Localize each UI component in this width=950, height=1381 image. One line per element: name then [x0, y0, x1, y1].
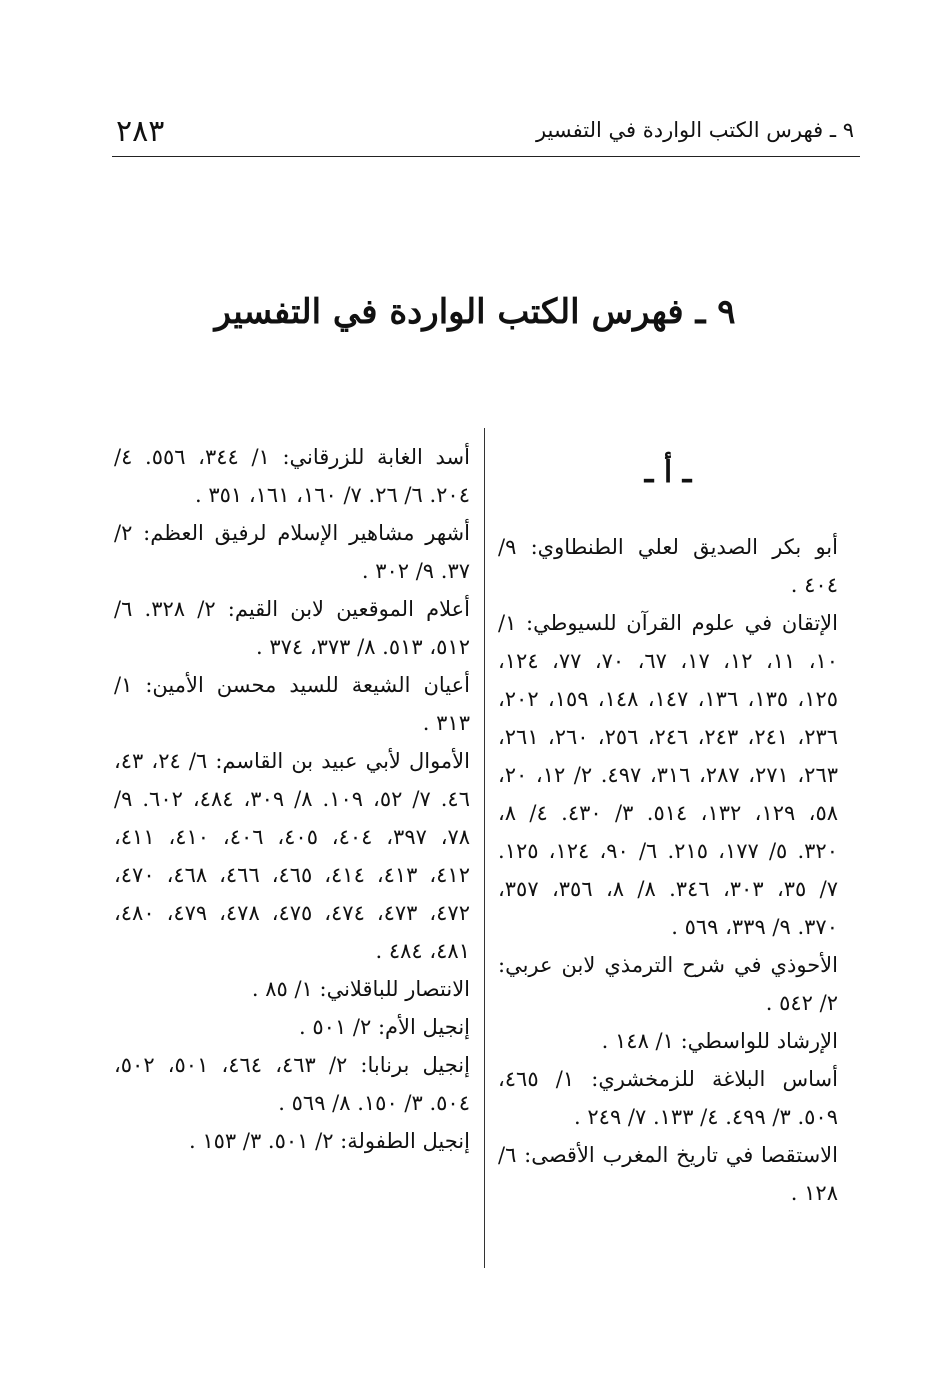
index-entry: إنجيل برنابا: ٢/ ٤٦٣، ٤٦٤، ٥٠١، ٥٠٢، ٥٠٤. ٣/ ١٥٠. ٨/ ٥٦٩ .	[114, 1053, 470, 1115]
index-entry: الأحوذي في شرح الترمذي لابن عربي: ٢/ ٥٤٢ .	[498, 953, 838, 1015]
index-entry: أشهر مشاهير الإسلام لرفيق العظم: ٢/ ٣٧. ٩/ ٣٠٢ .	[114, 521, 470, 583]
index-entry: أعلام الموقعين لابن القيم: ٢/ ٣٢٨. ٦/ ٥١٢، ٥١٣. ٨/ ٣٧٣، ٣٧٤ .	[114, 597, 470, 659]
index-entry: أعيان الشيعة للسيد محسن الأمين: ١/ ٣١٣ .	[114, 673, 470, 735]
right-column	[498, 438, 838, 1212]
index-entry: الاستقصا في تاريخ المغرب الأقصى: ٦/ ١٢٨ .	[498, 1143, 838, 1205]
index-entry: أبو بكر الصديق لعلي الطنطاوي: ٩/ ٤٠٤ .	[498, 535, 838, 597]
index-entry: إنجيل الطفولة: ٢/ ٥٠١. ٣/ ١٥٣ .	[189, 1129, 470, 1153]
index-entry: الإرشاد للواسطي: ١/ ١٤٨ .	[601, 1029, 838, 1053]
index-entry: الانتصار للباقلاني: ١/ ٨٥ .	[251, 977, 470, 1001]
index-entry: الإتقان في علوم القرآن للسيوطي: ١/ ١٠، ١١، ١٢، ١٧، ٦٧، ٧٠، ٧٧، ١٢٤، ١٢٥، ١٣٥، ١٣٦، ١٤٧، ١٤٨، ١٥٩، ٢٠٢، ٢٣٦، ٢٤١، ٢٤٣، ٢٤٦، ٢٥٦، ٢٦٠، ٢٦١، ٢٦٣، ٢٧١، ٢٨٧، ٣١٦، ٤٩٧. ٢/ ١٢، ٢٠، ٥٨، ١٢٩، ١٣٢، ٥١٤. ٣/ ٤٣٠. ٤/ ٨، ٣٢٠. ٥/ ١٧٧، ٢١٥. ٦/ ٩٠، ١٢٤، ١٢٥. ٧/ ٣٥، ٣٠٣، ٣٤٦. ٨/ ٨، ٣٥٦، ٣٥٧، ٣٧٠. ٩/ ٣٣٩، ٥٦٩ .	[498, 611, 839, 939]
running-title: ٩ ـ فهرس الكتب الواردة في التفسير	[535, 118, 854, 142]
running-header	[112, 112, 860, 157]
chapter-title: ٩ ـ فهرس الكتب الواردة في التفسير	[214, 292, 736, 332]
column-divider	[484, 428, 485, 1268]
left-column	[114, 438, 470, 1160]
page-number: ٢٨٣	[116, 114, 165, 149]
index-entry: إنجيل الأم: ٢/ ٥٠١ .	[299, 1015, 470, 1039]
letter-heading: ـ أ ـ	[644, 455, 692, 490]
index-entry: أسد الغابة للزرقاني: ١/ ٣٤٤، ٥٥٦. ٤/ ٢٠٤. ٦/ ٢٦. ٧/ ١٦٠، ١٦١، ٣٥١ .	[114, 445, 470, 507]
index-entry: الأموال لأبي عبيد بن القاسم: ٦/ ٢٤، ٤٣، ٤٦. ٧/ ٥٢، ١٠٩. ٨/ ٣٠٩، ٤٨٤، ٦٠٢. ٩/ ٧٨، ٣٩٧، ٤٠٤، ٤٠٥، ٤٠٦، ٤١٠، ٤١١، ٤١٢، ٤١٣، ٤١٤، ٤٦٥، ٤٦٦، ٤٦٨، ٤٧٠، ٤٧٢، ٤٧٣، ٤٧٤، ٤٧٥، ٤٧٨، ٤٧٩، ٤٨٠، ٤٨١، ٤٨٤ .	[114, 749, 471, 963]
index-entry: أساس البلاغة للزمخشري: ١/ ٤٦٥، ٥٠٩. ٣/ ٤٩٩. ٤/ ١٣٣. ٧/ ٢٤٩ .	[498, 1067, 838, 1129]
